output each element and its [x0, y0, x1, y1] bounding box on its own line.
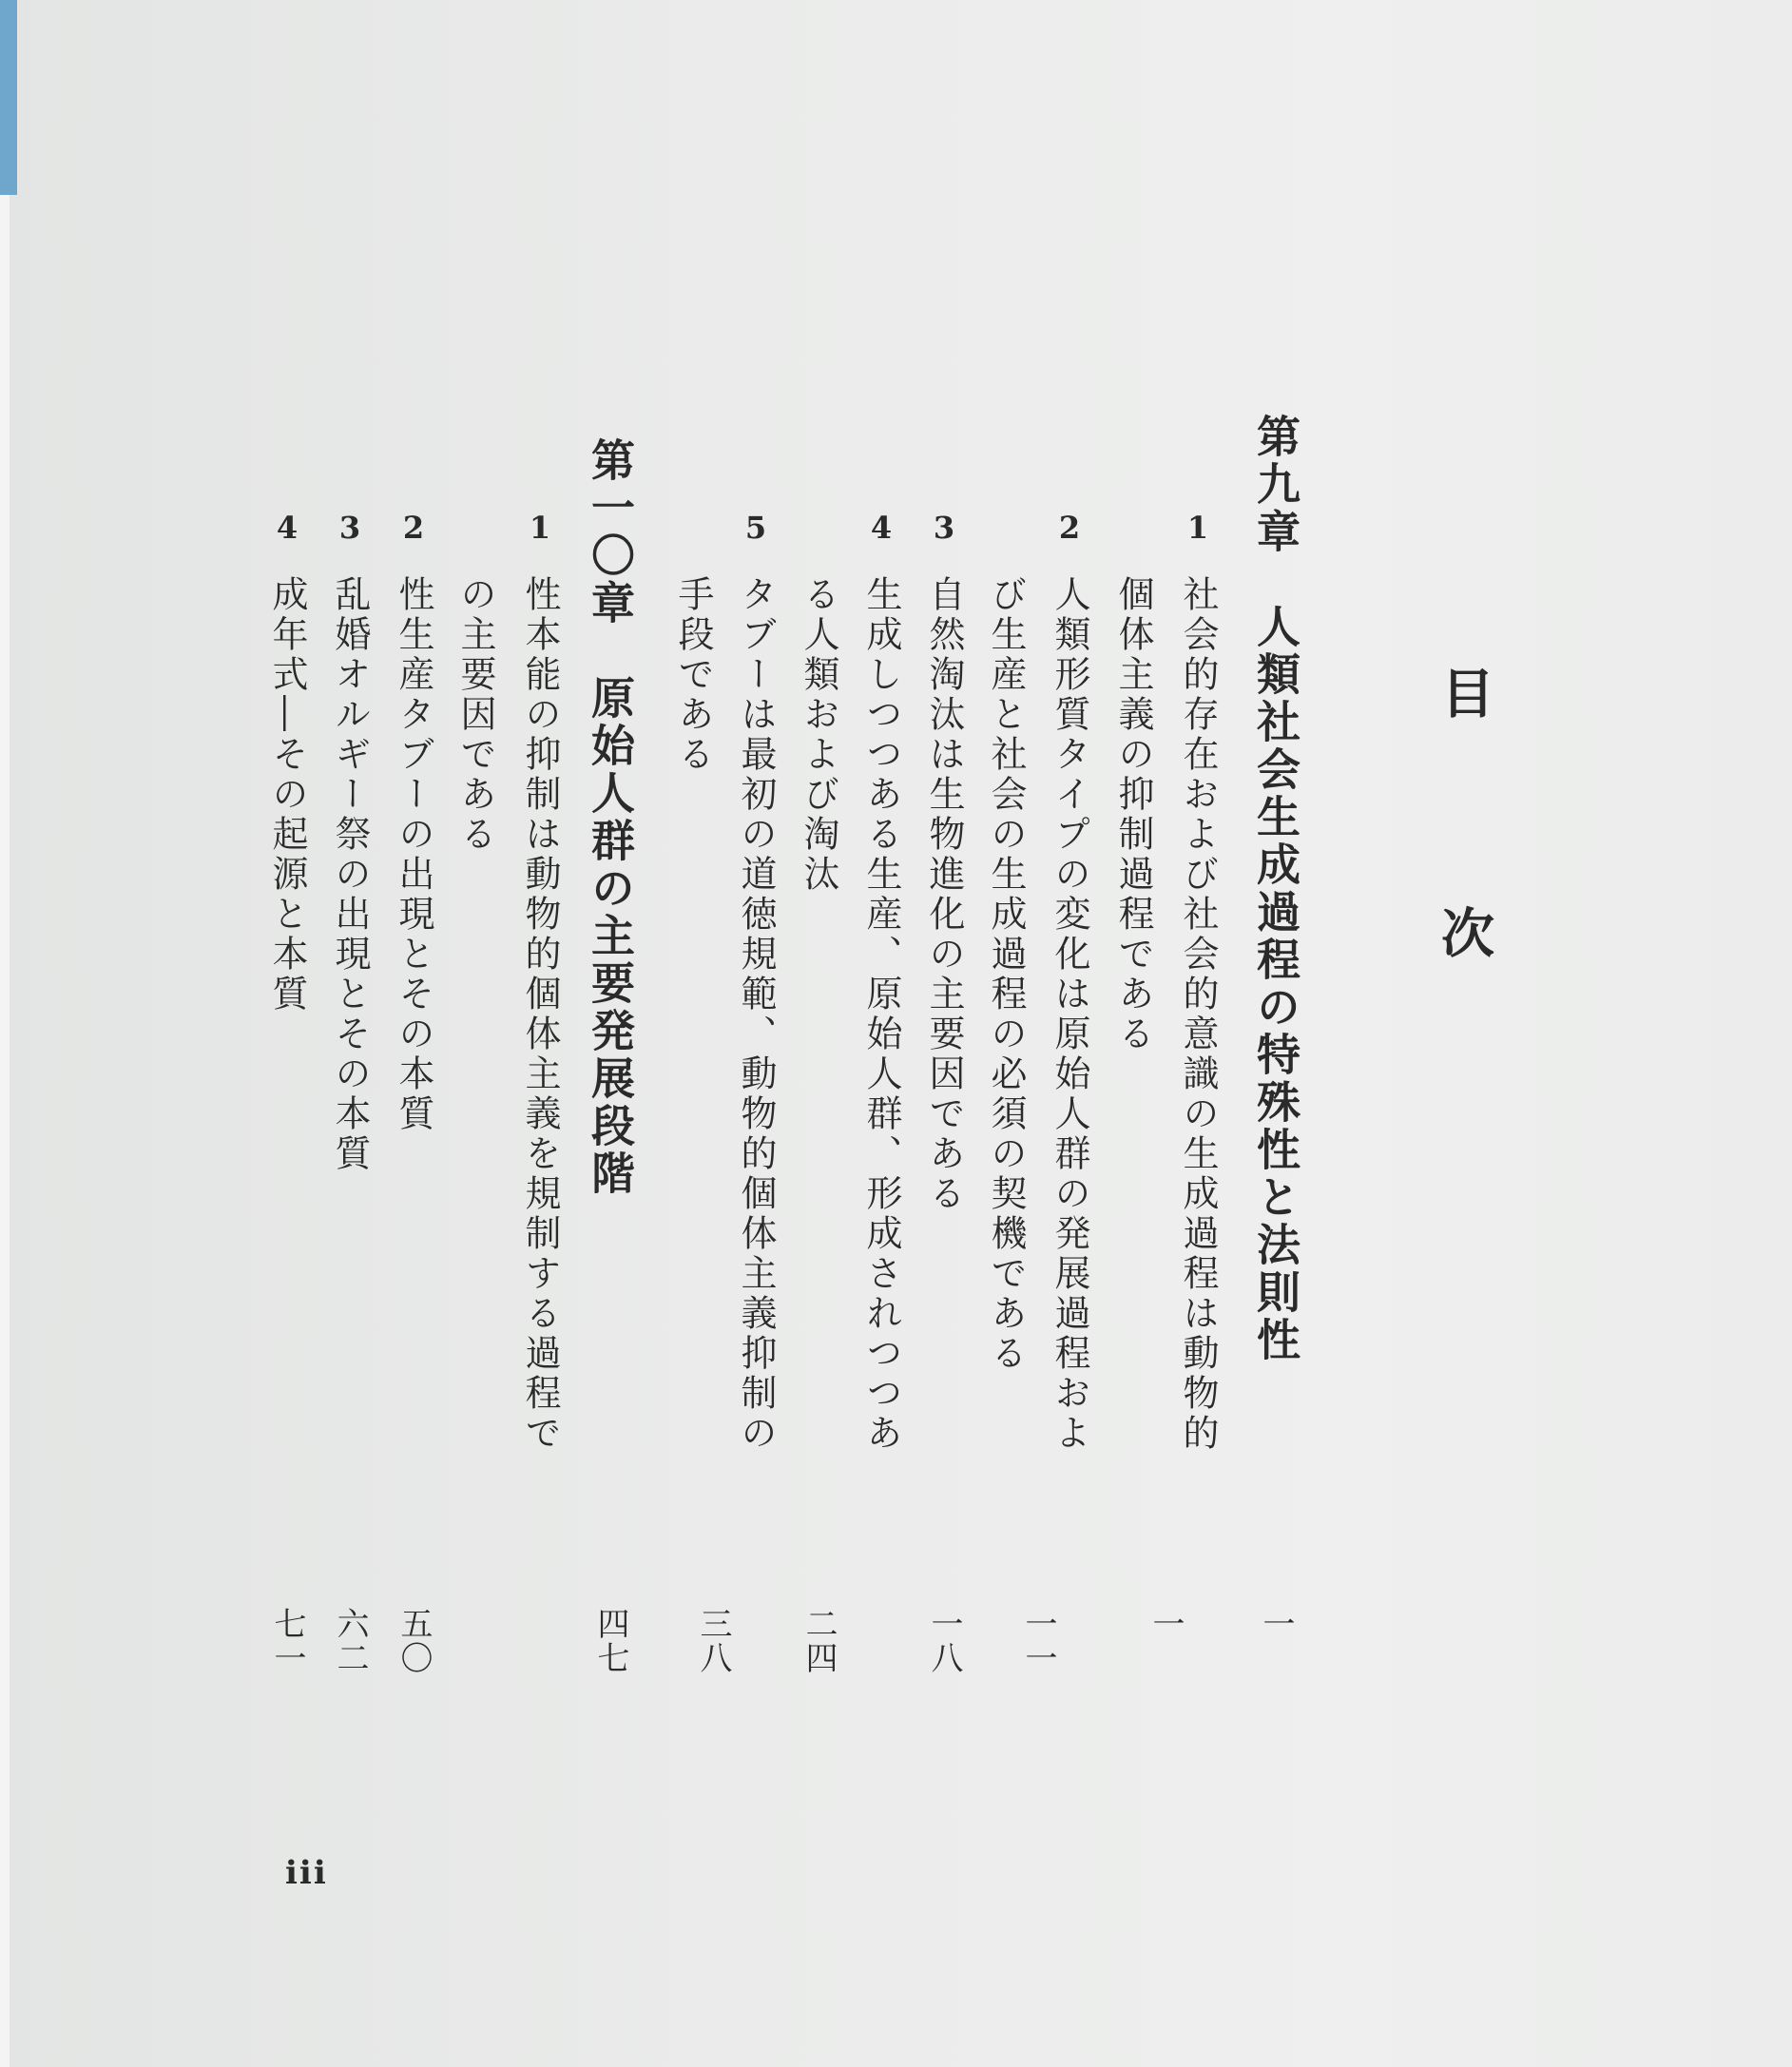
chapter-9-page: 一 [1257, 1607, 1295, 1641]
section-line: 社会的存在および社会的意識の生成過程は動物的 [1177, 575, 1219, 1454]
toc-item-9-3 [915, 509, 973, 1214]
toc-item-10-2 [385, 509, 442, 1134]
section-line: 個体主義の抑制過程である [1112, 575, 1154, 1054]
chapter-9-label: 第九章 人類社会生成過程の特殊性と法則性 [1250, 414, 1301, 1364]
toc-item-10-3 [321, 509, 378, 1174]
section-line: 自然淘汰は生物進化の主要因である [923, 575, 965, 1214]
section-10-2-page: 五〇 [395, 1607, 433, 1675]
section-line: 人類形質タイプの変化は原始人群の発展過程およ [1049, 575, 1090, 1454]
section-line: 性本能の抑制は動物的個体主義を規制する過程で [519, 575, 561, 1454]
chapter-heading-10 [582, 437, 639, 1198]
section-number: 4 [870, 510, 893, 546]
section-line: タブーは最初の道徳規範、動物的個体主義抑制の [735, 575, 777, 1454]
section-10-4-page: 七一 [268, 1607, 306, 1675]
adjacent-page-blue-edge [0, 0, 17, 195]
toc-item-9-4 [853, 509, 910, 1454]
toc-item-10-4 [259, 509, 316, 1014]
toc-item-10-1-cont [447, 575, 504, 855]
section-number: 3 [338, 510, 361, 546]
section-number: 2 [402, 510, 425, 546]
section-9-3-page: 一八 [925, 1607, 963, 1675]
section-9-1-page: 一 [1146, 1607, 1185, 1641]
toc-item-9-4-cont [790, 575, 847, 895]
section-line: る人類および淘汰 [798, 575, 839, 895]
toc-item-9-2 [1041, 509, 1098, 1454]
toc-item-9-5-cont [665, 575, 722, 775]
section-9-2-page: 一一 [1019, 1607, 1057, 1675]
section-number: 1 [1186, 510, 1209, 546]
section-line: 性生産タブーの出現とその本質 [393, 575, 434, 1134]
chapter-heading-9 [1247, 414, 1304, 1364]
section-line: 乱婚オルギー祭の出現とその本質 [329, 575, 371, 1174]
toc-item-10-1 [511, 509, 568, 1454]
section-number: 3 [933, 510, 955, 546]
toc-item-9-5 [727, 509, 784, 1454]
toc-item-9-1 [1169, 509, 1226, 1454]
section-line: の主要因である [454, 575, 496, 855]
section-number: 1 [529, 510, 551, 546]
section-9-5-page: 三八 [694, 1607, 732, 1675]
chapter-10-label: 第一〇章 原始人群の主要発展段階 [585, 437, 636, 1198]
section-10-3-page: 六二 [331, 1607, 369, 1675]
section-line: 手段である [672, 575, 714, 775]
section-10-1-page: 四七 [591, 1607, 629, 1675]
section-number: 5 [744, 510, 767, 546]
section-line: 生成しつつある生産、原始人群、形成されつつあ [860, 575, 902, 1454]
section-line: び生産と社会の生成過程の必須の契機である [985, 575, 1027, 1374]
toc-item-9-2-cont [977, 575, 1034, 1374]
toc-title: 目 次 [1433, 666, 1495, 1025]
section-number: 2 [1058, 510, 1081, 546]
section-line: 成年式―その起源と本質 [266, 575, 308, 1014]
section-number: 4 [276, 510, 299, 546]
toc-item-9-1-cont [1105, 575, 1162, 1054]
page-number: iii [285, 1854, 328, 1892]
section-9-4-page: 二四 [800, 1607, 838, 1675]
adjacent-page-edge [0, 195, 10, 2067]
